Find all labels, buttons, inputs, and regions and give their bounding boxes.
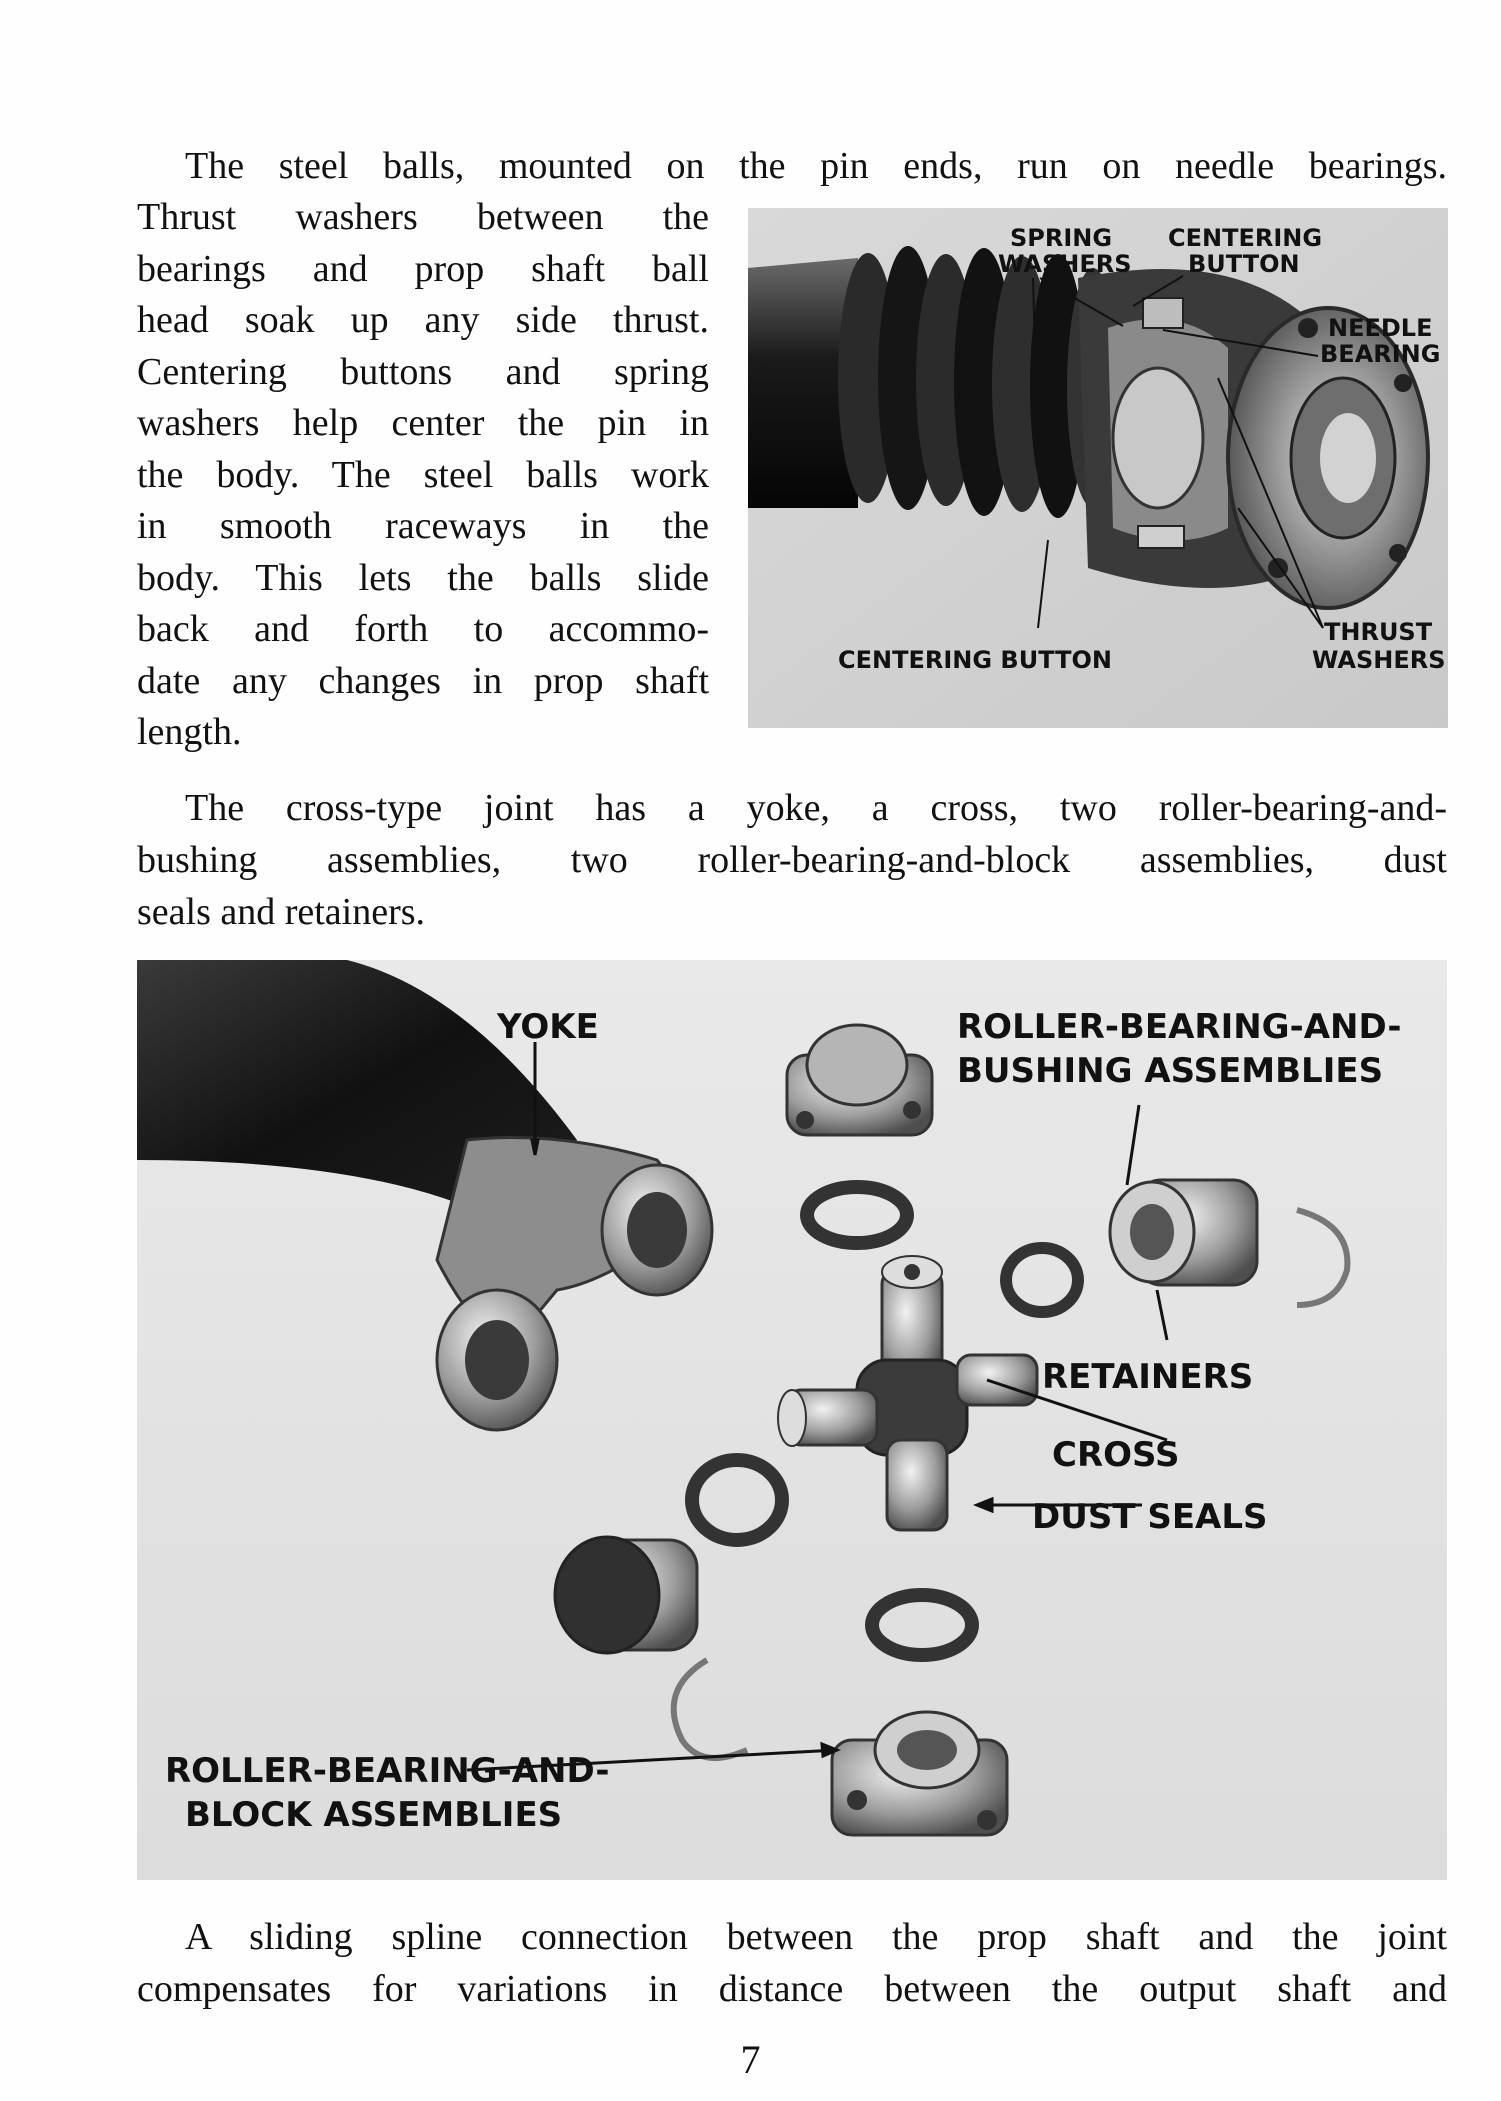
label-thrust-washers: THRUST <box>1324 618 1433 646</box>
text-line: Thrust washers between the <box>137 196 709 238</box>
text-line: seals and retainers. <box>137 891 426 933</box>
label-dust-seals: DUST SEALS <box>1032 1497 1268 1537</box>
text-line: washers help center the pin in <box>137 402 709 444</box>
bolt-hole <box>1389 544 1407 562</box>
paragraph-1-column <box>137 192 709 759</box>
bolt-hole <box>1298 318 1318 338</box>
centering-button-part <box>1143 298 1183 328</box>
paragraph-2 <box>137 782 1447 938</box>
figure-cross-joint-exploded <box>137 960 1447 1880</box>
label-block-assemblies: BLOCK ASSEMBLIES <box>185 1795 563 1835</box>
paragraph-3 <box>137 1911 1447 2015</box>
label-centering-button-bottom: CENTERING BUTTON <box>838 646 1112 674</box>
paragraph-1-first-line <box>137 140 1447 192</box>
label-centering-button: CENTERING <box>1168 224 1323 252</box>
label-bushing-assemblies: BUSHING ASSEMBLIES <box>957 1051 1384 1091</box>
label-centering-button: BUTTON <box>1188 250 1300 278</box>
text-line: bearings and prop shaft ball <box>137 247 709 290</box>
label-bushing-assemblies: ROLLER-BEARING-AND- <box>957 1007 1402 1047</box>
text-line: The steel balls, mounted on the pin ends, run on needle bearings. <box>185 145 1447 187</box>
text-line: the body. The steel balls work <box>137 453 709 496</box>
text-line: The cross-type joint has a yoke, a cross, two roller-bearing-and- <box>185 787 1447 829</box>
text-line: head soak up any side thrust. <box>137 299 709 341</box>
label-retainers: RETAINERS <box>1042 1357 1254 1397</box>
label-spring-washers: WASHERS <box>998 250 1132 278</box>
text-line: body. This lets the balls slide <box>137 556 709 599</box>
text-line: compensates for variations in distance between the output shaft and <box>137 1968 1447 2010</box>
label-needle-bearing: BEARING <box>1320 340 1441 368</box>
figure-ball-joint-cutaway <box>748 208 1448 728</box>
text-line: in smooth raceways in the <box>137 505 709 547</box>
label-yoke: YOKE <box>497 1007 599 1047</box>
bolt-hole <box>1394 374 1412 392</box>
label-cross: CROSS <box>1052 1435 1180 1475</box>
label-needle-bearing: NEEDLE <box>1328 314 1433 342</box>
text-line: back and forth to accommo- <box>137 608 709 650</box>
label-block-assemblies: ROLLER-BEARING-AND- <box>165 1751 610 1791</box>
page-number: 7 <box>740 2037 761 2082</box>
text-line: A sliding spline connection between the prop shaft and the joint <box>185 1916 1447 1958</box>
steel-ball <box>1113 368 1203 508</box>
label-thrust-washers: WASHERS <box>1312 646 1446 674</box>
text-line: date any changes in prop shaft <box>137 659 709 702</box>
text-line: Centering buttons and spring <box>137 350 709 393</box>
text-line: bushing assemblies, two roller-bearing-and-block assemblies, dust <box>137 839 1447 881</box>
text-line: length. <box>137 711 242 753</box>
label-spring-washers: SPRING <box>1010 224 1113 252</box>
flange-center <box>1320 413 1376 503</box>
lower-centering-button-part <box>1138 526 1184 548</box>
